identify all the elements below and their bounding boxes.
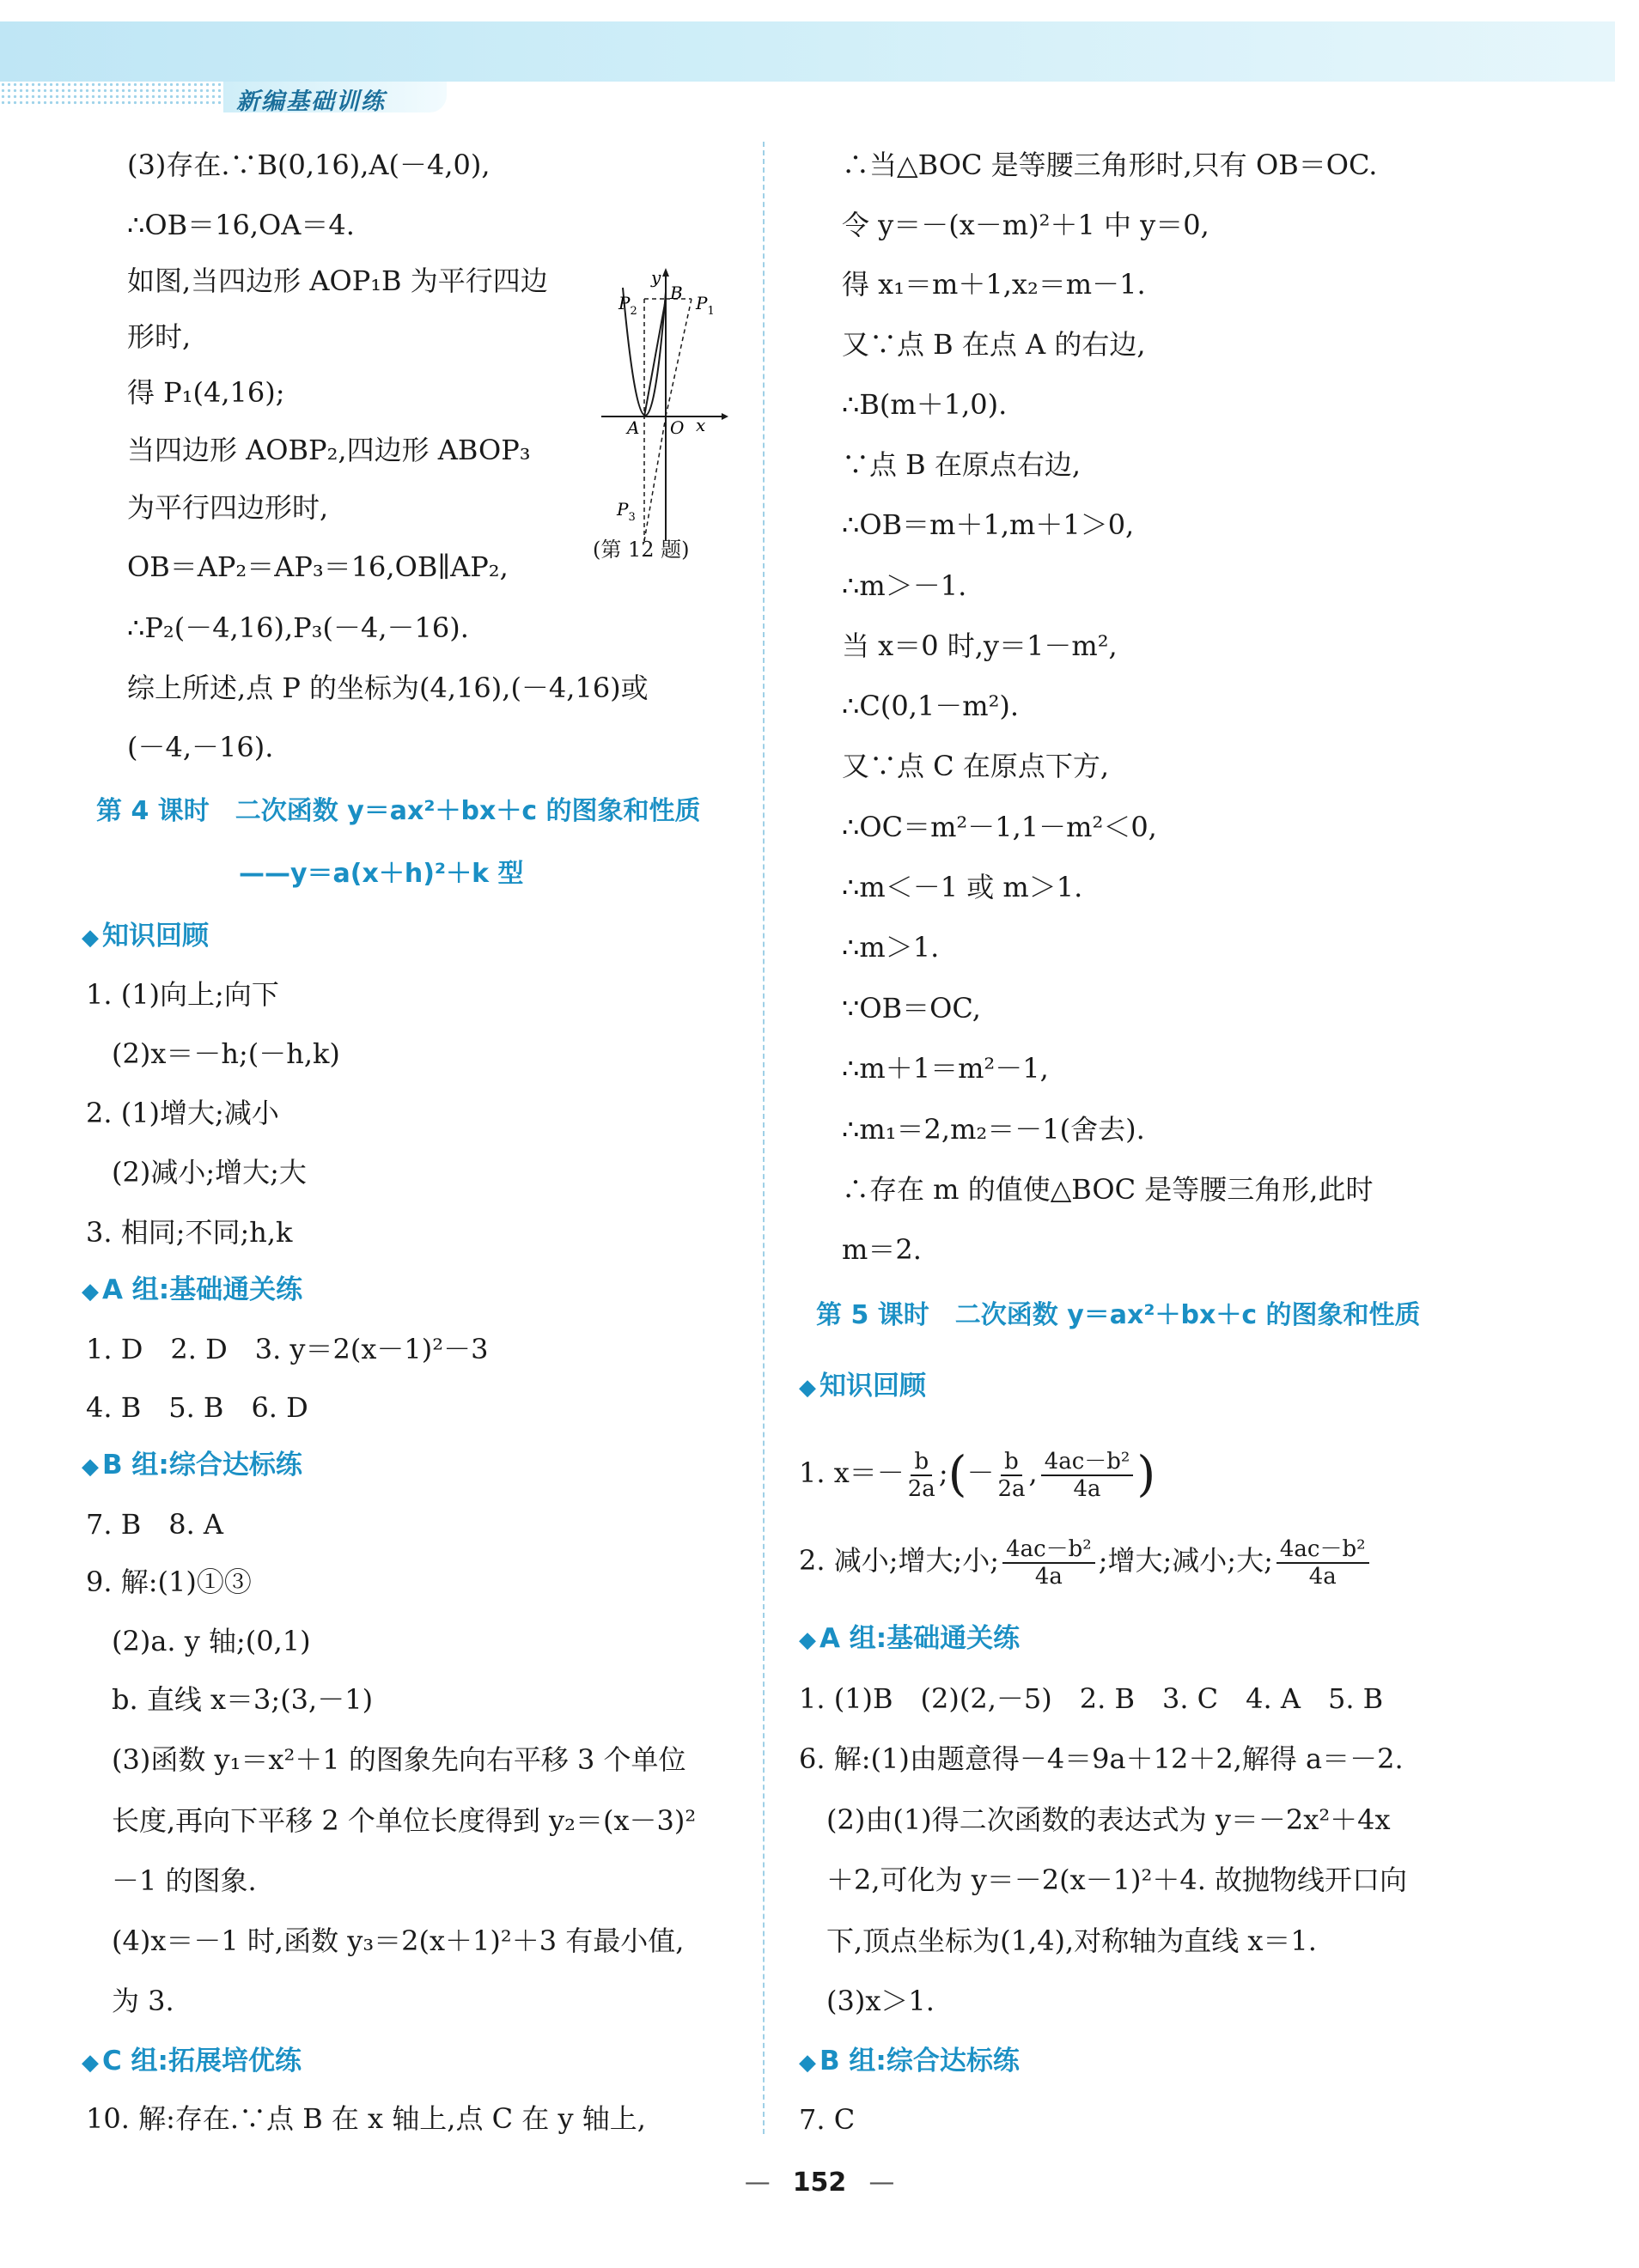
answer-line: 7. C (799, 2103, 856, 2136)
diamond-bullet-icon: ◆ (799, 1375, 816, 1401)
section-group-a: ◆ A 组:基础通关练 (82, 1274, 303, 1305)
answer-line: 3. 相同;不同;h,k (86, 1216, 293, 1249)
answer-line: ∴m＋1＝m²－1, (842, 1052, 1049, 1085)
label-y: y (651, 267, 661, 288)
answer-line: 又∵点 C 在原点下方, (842, 750, 1110, 782)
section-knowledge-review: ◆ 知识回顾 (799, 1371, 926, 1402)
answer-line: b. 直线 x＝3;(3,－1) (112, 1683, 374, 1716)
segment-AB (644, 299, 666, 417)
x-axis-arrow (722, 413, 728, 420)
fraction: $\frac{\text{4ac－b²}}{4a}$ (1041, 1449, 1134, 1502)
diamond-bullet-icon: ◆ (799, 1627, 816, 1653)
answer-line: 得 P₁(4,16); (127, 376, 285, 409)
diamond-bullet-icon: ◆ (82, 1279, 99, 1304)
answer-line: 2. (1)增大;减小 (86, 1097, 279, 1129)
answer-line: 如图,当四边形 AOP₁B 为平行四边 (127, 264, 548, 297)
answer-line: ∴OC＝m²－1,1－m²＜0, (842, 811, 1157, 843)
lesson-4-title: 第 4 课时 二次函数 y＝ax²＋bx＋c 的图象和性质 (96, 796, 701, 826)
answer-line: 下,顶点坐标为(1,4),对称轴为直线 x＝1. (826, 1924, 1317, 1957)
answer-line: 4. B 5. B 6. D (86, 1391, 308, 1424)
diamond-bullet-icon: ◆ (82, 1454, 99, 1480)
book-title: 新编基础训练 (236, 88, 386, 115)
answer-line: 7. B 8. A (86, 1508, 224, 1541)
fraction: $\frac{\text{4ac－b²}}{4a}$ (1276, 1536, 1369, 1590)
fraction: $\frac{b}{2a}$ (997, 1448, 1026, 1502)
answer-line: ∴m＜－1 或 m＞1. (842, 871, 1083, 903)
y-axis-arrow (662, 268, 669, 277)
answer-line: 为平行四边形时, (127, 491, 329, 524)
answer-line: (3)x＞1. (826, 1985, 935, 2017)
answer-line: (3)存在.∵B(0,16),A(－4,0), (127, 149, 490, 181)
answer-line: ∴OB＝16,OA＝4. (127, 209, 355, 241)
answer-line: 令 y＝－(x－m)²＋1 中 y＝0, (842, 209, 1209, 241)
answer-line: ∴m₁＝2,m₂＝－1(舍去). (842, 1113, 1145, 1146)
answer-line: ∴OB＝m＋1,m＋1＞0, (842, 508, 1135, 541)
answer-line: OB＝AP₂＝AP₃＝16,OB∥AP₂, (127, 550, 509, 583)
answer-line-properties: 2. 减小;增大;小; $\frac{\text{4ac－b²}}{4a}$ ;增大;减小;大; $\frac{\text{4ac－b²}}{4a}$ (799, 1530, 1373, 1590)
answer-line: (2)减小;增大;大 (112, 1156, 307, 1189)
answer-line: ＋2,可化为 y＝－2(x－1)²＋4. 故抛物线开口向 (826, 1864, 1408, 1896)
answer-line: ∴存在 m 的值使△BOC 是等腰三角形,此时 (842, 1173, 1374, 1206)
label-O: O (670, 417, 685, 438)
answer-line: 得 x₁＝m＋1,x₂＝m－1. (842, 268, 1146, 301)
answer-line: ∴m＞－1. (842, 569, 967, 602)
page-number: 152 (792, 2168, 847, 2198)
answer-line: 6. 解:(1)由题意得－4＝9a＋12＋2,解得 a＝－2. (799, 1742, 1404, 1775)
label-A: A (627, 417, 640, 438)
segment-OP1 (666, 299, 692, 417)
answer-line: 当 x＝0 时,y＝1－m², (842, 629, 1118, 662)
answer-line: 9. 解:(1)①③ (86, 1566, 252, 1598)
label-P1: $P_1$ (696, 293, 715, 318)
answer-line: 又∵点 B 在点 A 的右边, (842, 328, 1146, 361)
answer-line: ∴m＞1. (842, 931, 940, 964)
answer-line: 10. 解:存在.∵点 B 在 x 轴上,点 C 在 y 轴上, (86, 2102, 646, 2135)
segment-P3O (644, 417, 666, 541)
answer-line: 1. D 2. D 3. y＝2(x－1)²－3 (86, 1333, 489, 1365)
label-P3: $P_3$ (617, 499, 636, 524)
answer-line: ∴P₂(－4,16),P₃(－4,－16). (127, 611, 469, 644)
fraction: $\frac{b}{2a}$ (907, 1448, 935, 1502)
diamond-bullet-icon: ◆ (799, 2050, 816, 2076)
answer-line: 为 3. (112, 1985, 174, 2017)
answer-line: (2)由(1)得二次函数的表达式为 y＝－2x²＋4x (826, 1803, 1391, 1836)
answer-line: m＝2. (842, 1233, 922, 1266)
section-group-b: ◆ B 组:综合达标练 (82, 1450, 302, 1481)
answer-line: 综上所述,点 P 的坐标为(4,16),(－4,16)或 (127, 672, 649, 704)
diamond-bullet-icon: ◆ (82, 2050, 99, 2076)
answer-line: ∴C(0,1－m²). (842, 690, 1020, 722)
lesson-5-title: 第 5 课时 二次函数 y＝ax²＋bx＋c 的图象和性质 (816, 1300, 1421, 1330)
section-group-a: ◆ A 组:基础通关练 (799, 1623, 1021, 1654)
page-footer: — 152 — (744, 2168, 895, 2198)
answer-line: 形时, (127, 320, 192, 353)
answer-line: 当四边形 AOBP₂,四边形 ABOP₃ (127, 434, 531, 466)
header-band (0, 21, 1615, 82)
section-group-b: ◆ B 组:综合达标练 (799, 2046, 1020, 2076)
answer-line: (3)函数 y₁＝x²＋1 的图象先向右平移 3 个单位 (112, 1743, 686, 1776)
parabola-figure (593, 258, 730, 567)
answer-line: (2)a. y 轴;(0,1) (112, 1625, 311, 1657)
answer-line: (－4,－16). (127, 731, 274, 763)
column-divider (763, 142, 765, 2134)
diamond-bullet-icon: ◆ (82, 925, 99, 951)
lesson-4-subtitle: ——y＝a(x＋h)²＋k 型 (239, 859, 524, 889)
answer-line: (4)x＝－1 时,函数 y₃＝2(x＋1)²＋3 有最小值, (112, 1924, 685, 1957)
answer-line: 1. (1)向上;向下 (86, 978, 279, 1011)
section-knowledge-review: ◆ 知识回顾 (82, 921, 209, 952)
section-group-c: ◆ C 组:拓展培优练 (82, 2046, 302, 2076)
label-x: x (696, 415, 706, 435)
answer-line-vertex: 1. x＝－ $\frac{b}{2a}$ ;(－ $\frac{b}{2a}$ , $\frac{\text{4ac－b²}}{4a}$ ) (799, 1446, 1156, 1503)
answer-line: ∴B(m＋1,0). (842, 388, 1008, 421)
answer-line: (2)x＝－h;(－h,k) (112, 1037, 340, 1070)
answer-line: ∵点 B 在原点右边, (842, 448, 1081, 481)
answer-line: 长度,再向下平移 2 个单位长度得到 y₂＝(x－3)² (112, 1804, 697, 1837)
answer-line: 1. (1)B (2)(2,－5) 2. B 3. C 4. A 5. B (799, 1682, 1384, 1715)
figure-caption: (第 12 题) (593, 538, 690, 562)
answer-line: ∵OB＝OC, (842, 992, 981, 1025)
answer-line: －1 的图象. (112, 1864, 257, 1897)
answer-line: ∴当△BOC 是等腰三角形时,只有 OB＝OC. (842, 149, 1378, 181)
label-P2: $P_2$ (618, 293, 637, 318)
label-B: B (670, 283, 683, 303)
header-dot-pattern (0, 82, 223, 107)
fraction: $\frac{\text{4ac－b²}}{4a}$ (1002, 1536, 1095, 1590)
